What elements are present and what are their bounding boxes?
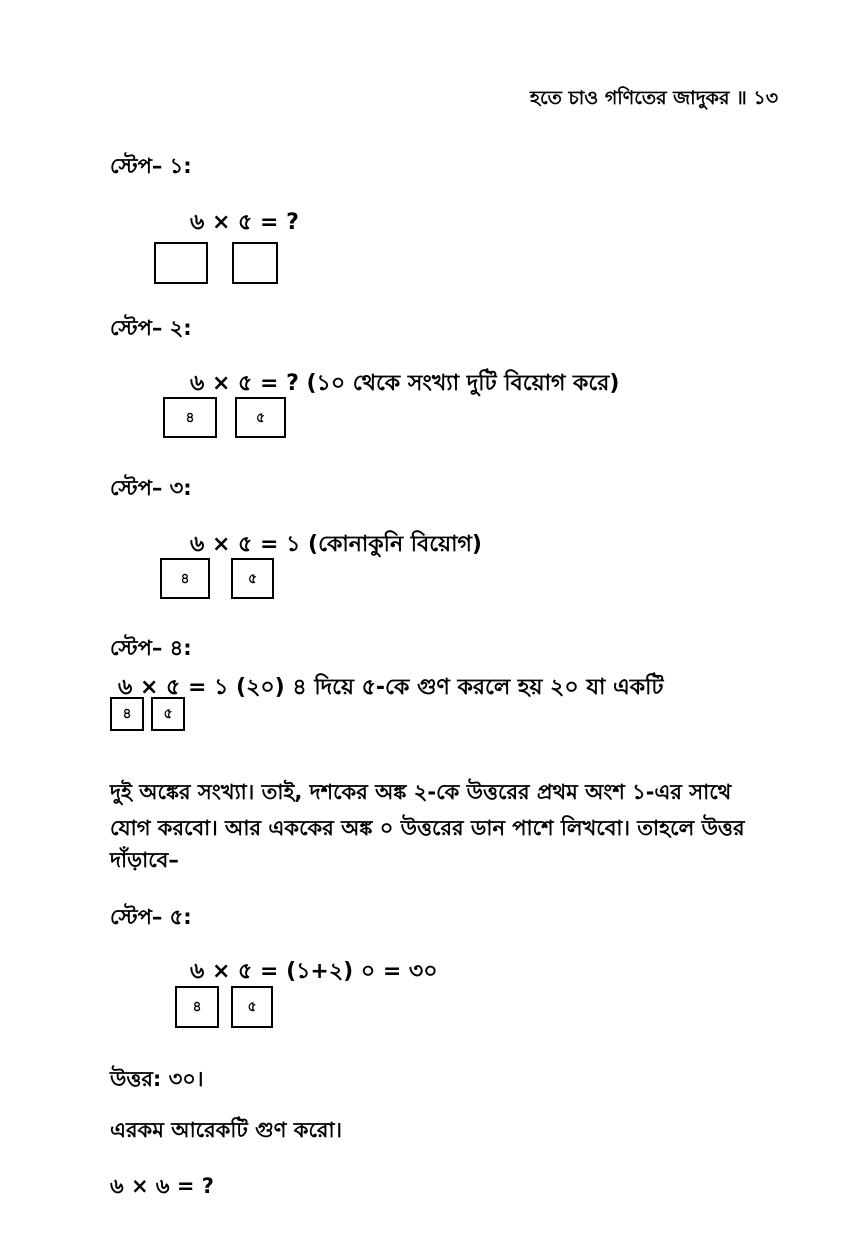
paragraph-line-1: দুই অঙ্কের সংখ্যা। তাই, দশকের অঙ্ক ২-কে উত্তরের প্রথম অংশ ১-এর সাথে (110, 780, 732, 804)
step-4-equation: ৬ × ৫ = ১ (২০) ৪ দিয়ে ৫-কে গুণ করলে হয় ২০ যা একটি (118, 675, 664, 700)
step-3-box-2: ৫ (231, 558, 274, 599)
step-1-box-1 (154, 242, 208, 284)
step-5-equation: ৬ × ৫ = (১+২) ০ = ৩০ (190, 959, 438, 984)
step-1-equation: ৬ × ৫ = ? (190, 210, 299, 235)
step-4-box-2: ৫ (151, 697, 185, 731)
step-5-box-1: ৪ (175, 986, 219, 1028)
paragraph-line-3: দাঁড়াবে– (110, 848, 179, 872)
step-2-label: স্টেপ– ২: (110, 316, 192, 340)
final-question: ৬ × ৬ = ? (110, 1174, 214, 1198)
step-1-label: স্টেপ– ১: (110, 154, 192, 178)
step-4-label: স্টেপ– ৪: (110, 636, 192, 660)
answer-line: উত্তর: ৩০। (110, 1067, 204, 1091)
step-2-box-1: ৪ (163, 397, 217, 438)
running-header: হতে চাও গণিতের জাদুকর ॥ ১৩ (530, 87, 779, 109)
paragraph-line-2: যোগ করবো। আর এককের অঙ্ক ০ উত্তরের ডান পাশে লিখবো। তাহলে উত্তর (110, 816, 745, 840)
step-5-box-2: ৫ (231, 986, 273, 1028)
step-5-label: স্টেপ– ৫: (110, 905, 192, 929)
step-2-box-2: ৫ (235, 397, 286, 438)
step-3-box-1: ৪ (160, 558, 210, 599)
step-3-label: স্টেপ– ৩: (110, 476, 192, 500)
step-2-equation: ৬ × ৫ = ? (১০ থেকে সংখ্যা দুটি বিয়োগ করে) (190, 371, 620, 396)
step-4-box-1: ৪ (110, 697, 144, 731)
step-3-equation: ৬ × ৫ = ১ (কোনাকুনি বিয়োগ) (190, 532, 482, 557)
step-1-box-2 (232, 242, 278, 284)
practice-prompt: এরকম আরেকটি গুণ করো। (110, 1118, 343, 1142)
